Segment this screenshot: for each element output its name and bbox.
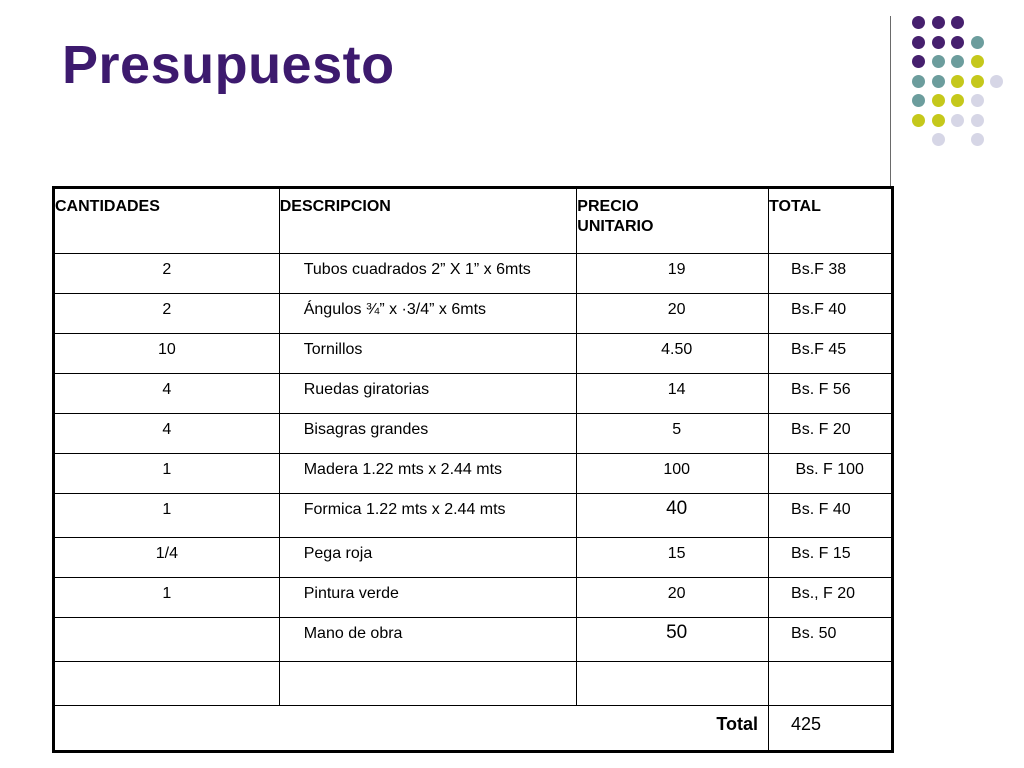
cell-description: Madera 1.22 mts x 2.44 mts (279, 454, 577, 494)
decorative-dot (932, 16, 945, 29)
table-row (54, 294, 893, 334)
decorative-dot (912, 94, 925, 107)
cell-unit-price (577, 662, 769, 706)
decorative-dot (971, 94, 984, 107)
table-row-empty (54, 662, 893, 706)
decorative-dot (951, 16, 964, 29)
total-label: Total (54, 706, 769, 752)
decorative-dot (912, 75, 925, 88)
cell-total: Bs.F 40 (769, 294, 893, 334)
header-cantidades: CANTIDADES (54, 188, 280, 254)
cell-total: Bs.F 45 (769, 334, 893, 374)
decorative-dot (951, 75, 964, 88)
decorative-dot (912, 55, 925, 68)
total-value: 425 (769, 706, 893, 752)
cell-unit-price: 20 (577, 578, 769, 618)
cell-total: Bs. 50 (769, 618, 893, 662)
cell-total: Bs.F 38 (769, 254, 893, 294)
cell-total: Bs. F 20 (769, 414, 893, 454)
decorative-dot (932, 36, 945, 49)
cell-description: Ángulos ¾” x ·3/4” x 6mts (279, 294, 577, 334)
table-row (54, 334, 893, 374)
cell-unit-price: 100 (577, 454, 769, 494)
slide-title: Presupuesto (62, 35, 395, 95)
decorative-dot (912, 36, 925, 49)
budget-table (52, 186, 894, 753)
cell-unit-price: 40 (577, 494, 769, 538)
decorative-dot (951, 55, 964, 68)
decorative-dot (951, 36, 964, 49)
table-row (54, 538, 893, 578)
cell-quantity: 1 (54, 578, 280, 618)
decorative-dot-grid (0, 0, 1024, 200)
cell-quantity: 4 (54, 374, 280, 414)
cell-total: Bs. F 15 (769, 538, 893, 578)
cell-unit-price: 19 (577, 254, 769, 294)
cell-description: Ruedas giratorias (279, 374, 577, 414)
decorative-dot (971, 75, 984, 88)
decorative-dot (932, 94, 945, 107)
cell-description: Formica 1.22 mts x 2.44 mts (279, 494, 577, 538)
header-precio-unitario: PRECIO UNITARIO (577, 188, 769, 254)
cell-total: Bs. F 100 (769, 454, 893, 494)
cell-unit-price: 4.50 (577, 334, 769, 374)
decorative-dot (932, 75, 945, 88)
cell-description: Tubos cuadrados 2” X 1” x 6mts (279, 254, 577, 294)
decorative-dot (932, 55, 945, 68)
table-row (54, 494, 893, 538)
cell-total: Bs. F 56 (769, 374, 893, 414)
cell-unit-price: 5 (577, 414, 769, 454)
decorative-dot (951, 94, 964, 107)
cell-total: Bs., F 20 (769, 578, 893, 618)
cell-total (769, 662, 893, 706)
decorative-dot (951, 114, 964, 127)
cell-quantity (54, 662, 280, 706)
header-total: TOTAL (769, 188, 893, 254)
cell-description: Mano de obra (279, 618, 577, 662)
cell-unit-price: 14 (577, 374, 769, 414)
decorative-dot (971, 114, 984, 127)
cell-quantity: 2 (54, 294, 280, 334)
decorative-dot (971, 55, 984, 68)
decorative-dot (971, 133, 984, 146)
table-row (54, 454, 893, 494)
cell-description: Pintura verde (279, 578, 577, 618)
table-header-row (54, 188, 893, 254)
table-total-row (54, 706, 893, 752)
cell-quantity: 10 (54, 334, 280, 374)
cell-quantity: 4 (54, 414, 280, 454)
decorative-divider (890, 16, 891, 186)
header-descripcion: DESCRIPCION (279, 188, 577, 254)
cell-quantity: 1 (54, 494, 280, 538)
table-row (54, 254, 893, 294)
cell-unit-price: 50 (577, 618, 769, 662)
cell-description (279, 662, 577, 706)
cell-quantity: 1 (54, 454, 280, 494)
cell-unit-price: 15 (577, 538, 769, 578)
decorative-dot (971, 36, 984, 49)
decorative-dot (912, 16, 925, 29)
decorative-dot (932, 133, 945, 146)
table-row (54, 414, 893, 454)
table-row (54, 374, 893, 414)
cell-unit-price: 20 (577, 294, 769, 334)
cell-description: Bisagras grandes (279, 414, 577, 454)
decorative-dot (932, 114, 945, 127)
cell-quantity: 1/4 (54, 538, 280, 578)
table-row (54, 578, 893, 618)
cell-description: Tornillos (279, 334, 577, 374)
cell-quantity: 2 (54, 254, 280, 294)
decorative-dot (990, 75, 1003, 88)
cell-total: Bs. F 40 (769, 494, 893, 538)
table-row (54, 618, 893, 662)
cell-quantity (54, 618, 280, 662)
cell-description: Pega roja (279, 538, 577, 578)
decorative-dot (912, 114, 925, 127)
